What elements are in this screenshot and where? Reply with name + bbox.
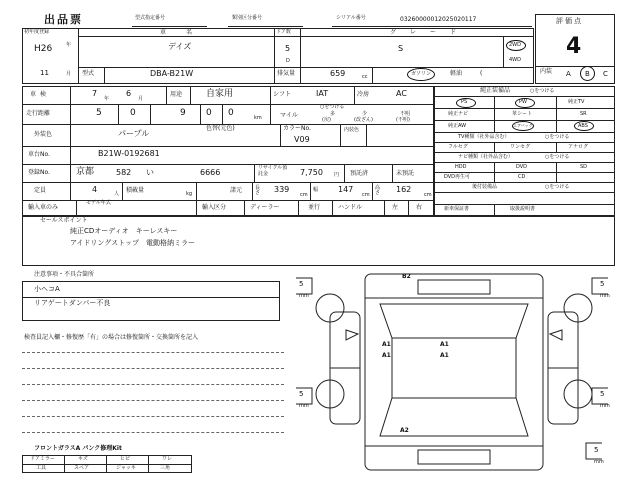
seats-value: 4 [92, 185, 98, 194]
chassis-label: 車台No. [28, 151, 50, 158]
interior-grade-b: B [585, 70, 590, 78]
mileage-digit-3: 9 [180, 108, 186, 118]
drive-4wd: 4WD [509, 57, 521, 63]
fuel-other: ( [480, 70, 483, 77]
width-value: 147 [338, 185, 354, 194]
mileage-digit-1: 5 [96, 108, 102, 118]
first-reg-label: 初年度登録 [24, 29, 50, 35]
grade-label: グレード [390, 29, 471, 36]
inspection-month: 6 [126, 89, 132, 98]
sales-line-1: 純正CDオーディオ キーレスキー [70, 227, 178, 235]
notes-line-2: リアゲートダンパー不良 [34, 299, 111, 307]
inspector-title: 検査員記入欄・修復歴「有」の場合は修復箇所・交換箇所を記入 [24, 334, 199, 341]
interior-color-label: 内装色 [344, 127, 360, 133]
color-change-label: 色替(元色) [206, 125, 235, 132]
sales-line-2: アイドリングストップ 電動格納ミラー [70, 239, 195, 247]
damage-right-1: A1 [440, 341, 449, 348]
inspection-label: 車検 [30, 91, 51, 98]
type-cert-label: 型式指定番号 [135, 15, 166, 21]
serial-label: シリアル番号 [336, 15, 366, 21]
mileage-digit-2: 0 [130, 108, 136, 118]
bottom-glass-note: フロントガラスA パンク修理Kit [34, 445, 122, 452]
dims-label: 諸元 [230, 187, 243, 194]
equip-airbag: エアバッグ [513, 123, 533, 128]
usage-value: 自家用 [206, 89, 234, 99]
first-reg-year: H26 [34, 44, 53, 54]
equipment-title: 純正装備品 [480, 87, 511, 94]
ac-label: 冷房 [357, 91, 370, 98]
right-option: 右 [416, 204, 423, 211]
doors-label: ドア数 [276, 29, 291, 35]
recycle-value: 7,750 [300, 168, 323, 177]
grade-value: S [398, 44, 404, 53]
drive-2wd: 2WD [509, 42, 521, 48]
load-label: 積載量 [126, 187, 145, 194]
mileage-label: 走行距離 [26, 110, 51, 117]
damage-bottom: A2 [400, 427, 409, 434]
tv-oneseg: ワンセグ [510, 144, 531, 150]
chassis-value: B21W-0192681 [98, 149, 160, 158]
equip-ps: PS [461, 99, 468, 105]
damage-left-2: A1 [382, 352, 391, 359]
undeposit-label: 未預託 [396, 170, 415, 177]
import-only-label: 輸入車のみ [28, 204, 59, 211]
shift-value: IAT [316, 89, 329, 98]
ac-value: AC [396, 89, 407, 98]
sales-label: セールスポイント [40, 217, 88, 224]
fuel-light: 軽油 [450, 70, 463, 77]
nav-sd: SD [580, 164, 588, 170]
plate-label: 登録No. [28, 169, 50, 176]
score-value: 4 [566, 34, 582, 59]
car-name-value: デイズ [168, 42, 192, 51]
usage-label: 用途 [170, 91, 183, 98]
recycle-label: リサイクル預託金 [258, 165, 288, 177]
height-value: 162 [396, 185, 412, 194]
interior-label: 内装 [540, 68, 553, 75]
nav-hdd: HDD [455, 164, 467, 170]
first-reg-month: 11 [40, 69, 49, 77]
displacement-value: 659 [330, 69, 346, 78]
damage-right-2: A1 [440, 352, 449, 359]
equip-abs: ABS [578, 123, 588, 129]
serial-value: 03260000012025020117 [400, 16, 477, 23]
plate-class: 582 [116, 168, 132, 177]
inspection-year: 7 [92, 89, 98, 98]
car-damage-diagram [290, 268, 630, 478]
nav-dvdplay: DVD再生可 [444, 174, 471, 180]
color-code-value: V09 [294, 135, 310, 144]
notes-line-1: 小ヘコA [34, 285, 60, 293]
tv-fullseg: フルセグ [448, 144, 468, 150]
mileage-digit-5: 0 [228, 108, 234, 118]
damage-left-1: A1 [382, 341, 391, 348]
equip-navi: 純正ナビ [448, 111, 469, 117]
score-label: 評価点 [556, 17, 583, 25]
displacement-label: 排気量 [277, 70, 296, 77]
parallel-option: 並行 [308, 204, 321, 211]
exterior-color-label: 外装色 [34, 131, 53, 138]
model-value: DBA-B21W [150, 69, 194, 78]
model-year-label: モデル年式 [86, 200, 111, 206]
length-value: 339 [274, 185, 290, 194]
nav-dvd: DVD [516, 164, 528, 170]
tread-fl: 5 [299, 280, 304, 288]
nav-cd: CD [518, 174, 526, 180]
tv-title: TV種類（社外品含む） [458, 134, 510, 140]
plate-area: 京都 [76, 167, 95, 177]
tread-rr: 5 [600, 390, 605, 398]
equip-tv: 純正TV [568, 99, 585, 105]
import-div-label: 輸入区分 [202, 204, 227, 211]
class-label: 類別区分番号 [232, 15, 263, 21]
left-option: 左 [392, 204, 399, 211]
car-name-label: 車名 [160, 29, 213, 36]
tv-analog: アナログ [568, 144, 589, 150]
nav-title: ナビ種類（社外品含む） [458, 154, 514, 160]
tread-fr: 5 [600, 280, 605, 288]
post-title: 後付装備品 [472, 184, 498, 190]
fuel-gas: ガソリン [411, 71, 432, 77]
exterior-color-value: パープル [118, 129, 150, 138]
mileage-digit-4: 0 [206, 108, 212, 118]
handle-label: ハンドル [338, 204, 363, 211]
equip-pw: PW [519, 99, 527, 105]
tread-spare: 5 [594, 446, 599, 454]
model-label: 型式 [82, 70, 95, 77]
equip-aw: 純正AW [448, 123, 467, 129]
plate-kana: い [146, 168, 154, 177]
damage-top: B2 [402, 273, 411, 280]
manual-label: 取扱説明書 [510, 206, 536, 212]
doors-value: 5 [285, 44, 291, 53]
color-code-label: カラーNo. [283, 125, 311, 132]
deposit-label: 預託済 [350, 170, 369, 177]
tread-rl: 5 [299, 390, 304, 398]
interior-grade-a: A [566, 70, 571, 78]
sheet-title: 出品票 [44, 13, 83, 26]
interior-grade-c: C [603, 70, 608, 78]
notes-title: 注意事項・不具合箇所 [34, 271, 95, 278]
mile-label: マイル [280, 112, 298, 119]
equip-sr: SR [580, 111, 587, 117]
equip-leather: 革シート [512, 111, 533, 117]
warranty-label: 新車保証書 [444, 206, 470, 212]
plate-number: 6666 [200, 168, 221, 177]
seats-label: 定員 [34, 187, 47, 194]
dealer-option: ディーラー [250, 204, 280, 211]
shift-label: シフト [273, 91, 292, 98]
